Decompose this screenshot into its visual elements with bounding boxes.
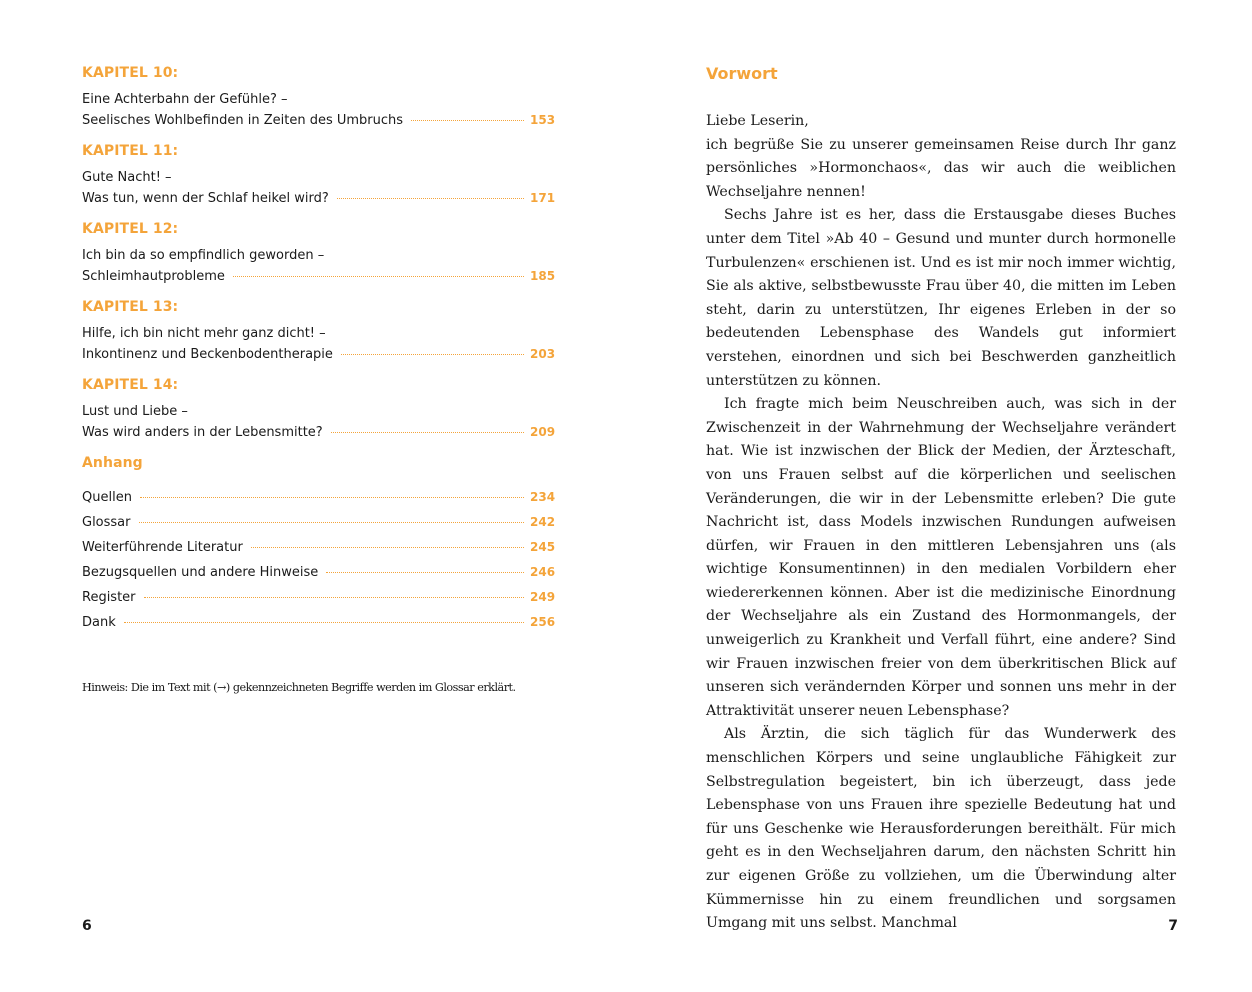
toc-entry-subtitle: Seelisches Wohlbefinden in Zeiten des Umbruchs — [82, 113, 404, 128]
right-page — [626, 0, 1252, 992]
appendix-item-label: Weiterführende Literatur — [82, 540, 243, 555]
dot-leader — [341, 354, 524, 355]
chapter-heading: KAPITEL 12: — [82, 221, 179, 237]
glossary-note: Hinweis: Die im Text mit (→) gekennzeichneten Begriffe werden im Glossar erklärt. — [82, 681, 516, 694]
toc-chapter-13 — [82, 297, 556, 365]
dot-leader — [233, 276, 524, 277]
chapter-heading: KAPITEL 13: — [82, 299, 179, 315]
appendix-item-label: Dank — [82, 615, 116, 630]
toc-page-number: 234 — [530, 490, 556, 504]
body-paragraph: Sechs Jahre ist es her, dass die Erstausgabe dieses Buches unter dem Titel »Ab 40 – Gesund und munter durch hormonelle Turbulenzen« erschienen ist. Und es ist mir noch immer wichtig, Sie als aktive, selbstbewusste Frau über 40, die mitten im Leben steht, darin zu unterstützen, Ihr eigenes Erleben in der so bedeutenden Lebensphase des Wandels gut informiert verstehen, einordnen und sich bei Beschwerden ganzheitlich unterstützen zu können. — [706, 207, 1176, 389]
appendix-item-dank[interactable] — [82, 610, 556, 635]
body-paragraph: ich begrüße Sie zu unserer gemeinsamen Reise durch Ihr ganz persönliches »Hormonchaos«, das wir auch die weiblichen Wechseljahre nennen! — [706, 136, 1176, 200]
toc-entry-title: Eine Achterbahn der Gefühle? – — [82, 92, 288, 107]
toc-entry-line — [82, 246, 552, 266]
appendix-item-label: Register — [82, 590, 136, 605]
toc-page-number: 245 — [530, 540, 556, 554]
toc-entry-title: Lust und Liebe – — [82, 404, 188, 419]
appendix-item-glossar[interactable] — [82, 510, 556, 535]
appendix-list — [82, 485, 556, 635]
toc-page-number: 153 — [530, 113, 556, 127]
appendix-item-label: Quellen — [82, 490, 132, 505]
appendix-item-bezugsquellen[interactable] — [82, 560, 556, 585]
table-of-contents — [82, 63, 556, 635]
toc-entry-line — [82, 402, 552, 422]
toc-page-number: 203 — [530, 347, 556, 361]
dot-leader — [139, 522, 525, 523]
appendix-item-label: Bezugsquellen und andere Hinweise — [82, 565, 319, 580]
toc-entry-line[interactable] — [82, 266, 556, 287]
toc-entry-subtitle: Was tun, wenn der Schlaf heikel wird? — [82, 191, 329, 206]
toc-entry-subtitle: Schleimhautprobleme — [82, 269, 225, 284]
appendix-heading: Anhang — [82, 455, 143, 471]
dot-leader — [124, 622, 524, 623]
body-paragraph: Als Ärztin, die sich täglich für das Wunderwerk des menschlichen Körpers und seine unglaubliche Fähigkeit zur Selbstregulation begeistert, bin ich überzeugt, dass jede Lebensphase von uns Frauen ihre spezielle Bedeutung hat und für uns Geschenke wie Herausforderungen bereithält. Für mich geht es in den Wechseljahren darum, den nächsten Schritt hin zur eigenen Größe zu vollziehen, um die Überwindung alter Kümmernisse hin zu einem freundlichen und sorgsamen Umgang mit uns selbst. Manchmal — [706, 726, 1176, 932]
appendix-item-label: Glossar — [82, 515, 131, 530]
toc-entry-line[interactable] — [82, 344, 556, 365]
toc-chapter-11 — [82, 141, 556, 209]
chapter-heading: KAPITEL 11: — [82, 143, 179, 159]
toc-entry-title: Ich bin da so empfindlich geworden – — [82, 248, 325, 263]
dot-leader — [326, 572, 524, 573]
toc-entry-line — [82, 168, 552, 188]
toc-chapter-10 — [82, 63, 556, 131]
toc-entry-line — [82, 90, 552, 110]
toc-page-number: 171 — [530, 191, 556, 205]
dot-leader — [411, 120, 524, 121]
toc-page-number: 209 — [530, 425, 556, 439]
dot-leader — [140, 497, 524, 498]
toc-entry-line[interactable] — [82, 422, 556, 443]
appendix-item-register[interactable] — [82, 585, 556, 610]
toc-chapter-12 — [82, 219, 556, 287]
toc-page-number: 185 — [530, 269, 556, 283]
toc-entry-line — [82, 324, 552, 344]
chapter-heading: KAPITEL 10: — [82, 65, 179, 81]
toc-chapter-14 — [82, 375, 556, 443]
salutation: Liebe Leserin, — [706, 113, 809, 129]
toc-entry-title: Gute Nacht! – — [82, 170, 172, 185]
toc-entry-line[interactable] — [82, 110, 556, 131]
toc-page-number: 246 — [530, 565, 556, 579]
appendix-item-literatur[interactable] — [82, 535, 556, 560]
foreword-body — [706, 110, 1176, 936]
toc-page-number: 249 — [530, 590, 556, 604]
appendix-item-quellen[interactable] — [82, 485, 556, 510]
page-number-right: 7 — [1168, 918, 1178, 934]
dot-leader — [331, 432, 524, 433]
dot-leader — [251, 547, 524, 548]
dot-leader — [144, 597, 524, 598]
toc-page-number: 242 — [530, 515, 556, 529]
toc-entry-subtitle: Inkontinenz und Beckenbodentherapie — [82, 347, 333, 362]
toc-entry-title: Hilfe, ich bin nicht mehr ganz dicht! – — [82, 326, 326, 341]
toc-page-number: 256 — [530, 615, 556, 629]
toc-entry-subtitle: Was wird anders in der Lebensmitte? — [82, 425, 323, 440]
chapter-heading: KAPITEL 14: — [82, 377, 179, 393]
page-number-left: 6 — [82, 918, 92, 934]
toc-entry-line[interactable] — [82, 188, 556, 209]
foreword-title: Vorwort — [706, 64, 778, 83]
body-paragraph: Ich fragte mich beim Neuschreiben auch, was sich in der Zwischenzeit in der Wahrnehmung der Wechseljahre verändert hat. Wie ist inzwischen der Blick der Medien, der Ärzteschaft, von uns Frauen selbst auf die körperlichen und seelischen Veränderungen, die wir in der Lebensmitte erleben? Die gute Nachricht ist, dass Models inzwischen Rundungen aufweisen dürfen, wir Frauen in den mittleren Lebensjahren uns (als wichtige Konsumentinnen) in den medialen Vorbildern eher wiedererkennen können. Aber ist die medizinische Einordnung der Wechseljahre als ein Zustand des Hormonmangels, der unweigerlich zu Krankheit und Verfall führt, eine andere? Sind wir Frauen inzwischen freier von dem überkritischen Blick auf unseren sich verändernden Körper und sonnen uns mehr in der Attraktivität unserer neuen Lebensphase? — [706, 396, 1176, 719]
dot-leader — [337, 198, 524, 199]
